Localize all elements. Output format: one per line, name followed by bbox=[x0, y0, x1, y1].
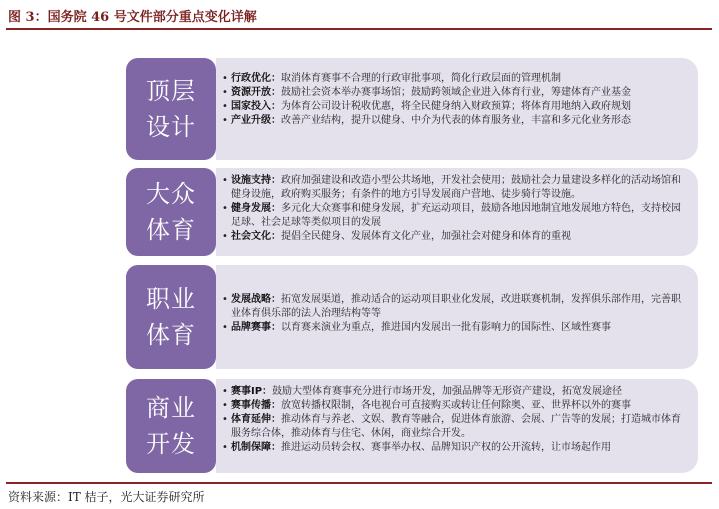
row-content bbox=[216, 265, 698, 369]
list-item bbox=[222, 202, 688, 230]
footer-divider bbox=[6, 482, 712, 484]
row-label-box bbox=[126, 168, 216, 256]
item-text: 以育赛来演业为重点，推进国内发展出一批有影响力的国际性、区域性赛事 bbox=[281, 322, 611, 333]
item-key: 体育延伸： bbox=[231, 414, 281, 425]
item-key: 行政优化： bbox=[231, 73, 281, 84]
row-commercial-development bbox=[126, 379, 698, 473]
row-label-box bbox=[126, 58, 216, 160]
row-label-box bbox=[126, 379, 216, 473]
row-mass-sports bbox=[126, 168, 698, 256]
item-key: 设施支持： bbox=[231, 175, 281, 186]
item-text: 鼓励社会资本举办赛事场馆；鼓励跨领域企业进入体育行业，筹建体育产业基金 bbox=[281, 87, 631, 98]
item-text: 多元化大众赛事和健身发展，扩充运动项目，鼓励各地因地制宜地发展地方特色，支持校园足球、社会足球等类似项目的发展 bbox=[231, 203, 681, 228]
item-key: 社会文化： bbox=[231, 231, 281, 242]
item-text: 提倡全民健身、发展体育文化产业，加强社会对健身和体育的重视 bbox=[281, 231, 571, 242]
row-label: 职业体育 bbox=[146, 285, 196, 349]
item-text: 改善产业结构，提升以健身、中介为代表的体育服务业，丰富和多元化业务形态 bbox=[281, 115, 631, 126]
row-label-box bbox=[126, 265, 216, 369]
source-note: 资料来源：IT 桔子，光大证券研究所 bbox=[8, 490, 205, 504]
list-item bbox=[222, 441, 688, 455]
row-professional-sports bbox=[126, 265, 698, 369]
list-item bbox=[222, 72, 688, 86]
row-content bbox=[216, 379, 698, 473]
list-item bbox=[222, 100, 688, 114]
item-text: 推进运动员转会权、赛事举办权、品牌知识产权的公开流转，让市场起作用 bbox=[281, 442, 611, 453]
list-item bbox=[222, 174, 688, 202]
item-key: 赛事IP： bbox=[231, 386, 273, 397]
row-label: 大众体育 bbox=[146, 180, 196, 244]
item-key: 机制保障： bbox=[231, 442, 281, 453]
item-key: 国家投入： bbox=[231, 101, 281, 112]
item-text: 推动体育与养老、文娱、教育等融合，促进体育旅游、会展、广告等的发展；打造城市体育服务综合体，推动体育与住宅、休闲，商业综合开发。 bbox=[231, 414, 681, 439]
item-key: 产业升级： bbox=[231, 115, 281, 126]
item-key: 品牌赛事： bbox=[231, 322, 281, 333]
item-text: 拓宽发展渠道，推动适合的运动项目职业化发展，改进联赛机制，发挥俱乐部作用，完善职业体育俱乐部的法人治理结构等等 bbox=[231, 294, 681, 319]
item-text: 政府加强建设和改造小型公共场地，开发社会使用；鼓励社会力量建设多样化的活动场馆和健身设施，政府购买服务；有条件的地方引导发展商户营地、徒步骑行等设施。 bbox=[231, 175, 681, 200]
list-item bbox=[222, 399, 688, 413]
list-item bbox=[222, 230, 688, 244]
item-key: 发展战略： bbox=[231, 294, 281, 305]
item-key: 健身发展： bbox=[231, 203, 281, 214]
item-key: 资源开放： bbox=[231, 87, 281, 98]
title-divider bbox=[6, 28, 712, 30]
figure-title: 图 3：国务院 46 号文件部分重点变化详解 bbox=[8, 10, 257, 25]
row-content bbox=[216, 168, 698, 256]
item-text: 取消体育赛事不合理的行政审批事项，简化行政层面的管理机制 bbox=[281, 73, 561, 84]
row-top-level-design bbox=[126, 58, 698, 160]
list-item bbox=[222, 86, 688, 100]
item-key: 赛事传播： bbox=[231, 400, 281, 411]
item-text: 放宽转播权限制，各电视台可直接购买或转让任何除奥、亚、世界杯以外的赛事 bbox=[281, 400, 631, 411]
list-item bbox=[222, 385, 688, 399]
row-label: 商业开发 bbox=[146, 394, 196, 458]
row-content bbox=[216, 58, 698, 160]
item-text: 鼓励大型体育赛事充分进行市场开发，加强品牌等无形资产建设，拓宽发展途径 bbox=[272, 386, 623, 397]
list-item bbox=[222, 321, 688, 335]
item-text: 为体育公司设计税收优惠，将全民健身纳入财政预算；将体育用地纳入政府规划 bbox=[281, 101, 631, 112]
list-item bbox=[222, 413, 688, 441]
list-item bbox=[222, 114, 688, 128]
list-item bbox=[222, 293, 688, 321]
row-label: 顶层设计 bbox=[146, 77, 196, 141]
